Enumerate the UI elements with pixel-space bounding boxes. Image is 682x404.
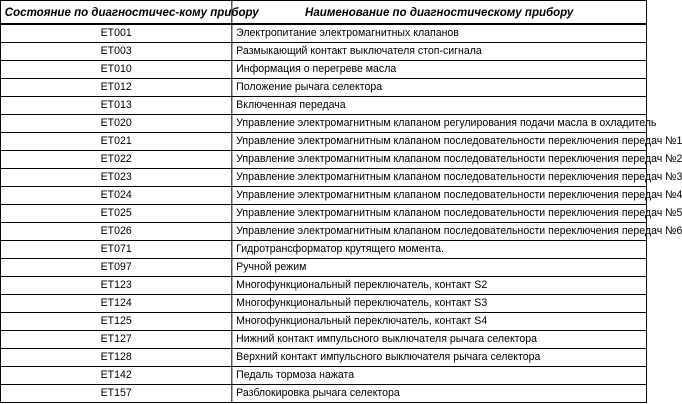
state-code-cell: ЕТ157 — [0, 384, 231, 402]
state-name-cell: Верхний контакт импульсного выключателя рычага селектора — [232, 348, 647, 366]
table-row — [0, 312, 646, 330]
state-code-cell: ЕТ021 — [0, 132, 231, 150]
table-row — [0, 276, 646, 294]
table-row — [0, 384, 646, 402]
state-name-cell: Управление электромагнитным клапаном последовательности переключения передач №1 — [232, 132, 647, 150]
table-row — [0, 330, 646, 348]
state-code-cell: ЕТ124 — [0, 294, 231, 312]
state-code-cell: ЕТ020 — [0, 114, 231, 132]
state-name-cell: Многофункциональный переключатель, контакт S2 — [232, 276, 647, 294]
column-header-name: Наименование по диагностическому прибору — [232, 1, 647, 25]
state-code-cell: ЕТ097 — [0, 258, 231, 276]
state-name-cell: Управление электромагнитным клапаном последовательности переключения передач №5 — [232, 204, 647, 222]
column-header-state: Состояние по диагностичес-кому прибору — [0, 1, 231, 25]
state-name-cell: Положение рычага селектора — [232, 78, 647, 96]
table-row — [0, 132, 646, 150]
table-row — [0, 150, 646, 168]
state-code-cell: ЕТ025 — [0, 204, 231, 222]
table-header-row — [0, 1, 646, 25]
state-name-cell: Гидротрансформатор крутящего момента. — [232, 240, 647, 258]
state-code-cell: ЕТ003 — [0, 42, 231, 60]
state-code-cell: ЕТ012 — [0, 78, 231, 96]
state-code-cell: ЕТ013 — [0, 96, 231, 114]
state-code-cell: ЕТ142 — [0, 366, 231, 384]
state-name-cell: Нижний контакт импульсного выключателя рычага селектора — [232, 330, 647, 348]
state-name-cell: Педаль тормоза нажата — [232, 366, 647, 384]
table-row — [0, 78, 646, 96]
state-code-cell: ЕТ001 — [0, 24, 231, 42]
state-name-cell: Управление электромагнитным клапаном последовательности переключения передач №6 — [232, 222, 647, 240]
state-code-cell: ЕТ071 — [0, 240, 231, 258]
state-name-cell: Многофункциональный переключатель, контакт S3 — [232, 294, 647, 312]
state-name-cell: Управление электромагнитным клапаном последовательности переключения передач №3 — [232, 168, 647, 186]
state-name-cell: Включенная передача — [232, 96, 647, 114]
table-row — [0, 96, 646, 114]
state-code-cell: ЕТ026 — [0, 222, 231, 240]
state-code-cell: ЕТ022 — [0, 150, 231, 168]
table-row — [0, 60, 646, 78]
state-name-cell: Многофункциональный переключатель, контакт S4 — [232, 312, 647, 330]
state-name-cell: Ручной режим — [232, 258, 647, 276]
state-name-cell: Информация о перегреве масла — [232, 60, 647, 78]
state-code-cell: ЕТ128 — [0, 348, 231, 366]
table-row — [0, 222, 646, 240]
state-code-cell: ЕТ010 — [0, 60, 231, 78]
table-row — [0, 258, 646, 276]
state-name-cell: Управление электромагнитным клапаном последовательности переключения передач №4 — [232, 186, 647, 204]
state-name-cell: Размыкающий контакт выключателя стоп-сигнала — [232, 42, 647, 60]
state-code-cell: ЕТ024 — [0, 186, 231, 204]
state-name-cell: Управление электромагнитным клапаном последовательности переключения передач №2 — [232, 150, 647, 168]
table-body — [0, 24, 682, 402]
table-row — [0, 204, 646, 222]
state-code-cell: ЕТ123 — [0, 276, 231, 294]
state-name-cell: Электропитание электромагнитных клапанов — [232, 24, 647, 42]
state-code-cell: ЕТ023 — [0, 168, 231, 186]
table-row — [0, 42, 646, 60]
table-row — [0, 24, 646, 42]
state-name-cell: Управление электромагнитным клапаном регулирования подачи масла в охладитель — [232, 114, 647, 132]
state-name-cell: Разблокировка рычага селектора — [232, 384, 647, 402]
state-code-cell: ЕТ127 — [0, 330, 231, 348]
state-code-cell: ЕТ125 — [0, 312, 231, 330]
table-row — [0, 240, 646, 258]
table-row — [0, 366, 646, 384]
table-row — [0, 348, 646, 366]
table-row — [0, 294, 646, 312]
table-row — [0, 114, 646, 132]
table-row — [0, 168, 646, 186]
table-row — [0, 186, 646, 204]
